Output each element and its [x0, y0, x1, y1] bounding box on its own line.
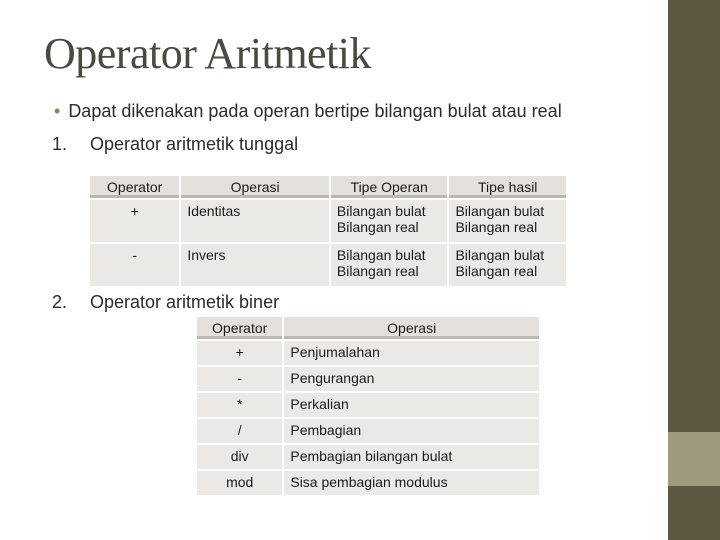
list-number: 2. — [52, 292, 68, 312]
operation-cell: Perkalian — [283, 392, 540, 418]
table-row — [196, 418, 540, 444]
operator-cell: - — [196, 366, 283, 392]
column-header: Tipe Operan — [330, 175, 449, 199]
operation-cell: Pembagian bilangan bulat — [283, 444, 540, 470]
table-row — [196, 392, 540, 418]
binary-operator-table — [195, 315, 541, 497]
column-header: Operasi — [180, 175, 330, 199]
table-row — [196, 366, 540, 392]
operand-type-cell — [330, 199, 449, 243]
table-header-row — [89, 175, 567, 199]
table-row — [89, 199, 567, 243]
operand-type: Bilangan bulat — [336, 203, 426, 219]
result-type: Bilangan real — [455, 219, 538, 235]
list-number: 1. — [52, 134, 68, 154]
column-header: Operator — [196, 316, 283, 340]
operation-cell: Sisa pembagian modulus — [283, 470, 540, 496]
list-item-2 — [52, 292, 279, 313]
bullet-icon: • — [54, 101, 61, 121]
decorative-sidebar-accent — [668, 432, 720, 486]
table-row — [196, 444, 540, 470]
table-row — [196, 340, 540, 366]
operator-cell: * — [196, 392, 283, 418]
table-row — [89, 243, 567, 287]
result-type: Bilangan bulat — [455, 203, 545, 219]
column-header: Operasi — [283, 316, 540, 340]
operator-cell: div — [196, 444, 283, 470]
result-type-cell — [448, 199, 567, 243]
result-type: Bilangan bulat — [455, 247, 545, 263]
slide-title: Operator Aritmetik — [44, 29, 372, 78]
operator-cell: + — [196, 340, 283, 366]
result-type: Bilangan real — [455, 263, 538, 279]
list-text: Operator aritmetik tunggal — [90, 134, 299, 154]
operation-cell: Pembagian — [283, 418, 540, 444]
operation-cell: Pengurangan — [283, 366, 540, 392]
table-row — [196, 470, 540, 496]
bullet-line — [54, 101, 562, 122]
list-text: Operator aritmetik biner — [90, 292, 280, 312]
operation-cell: Penjumalahan — [283, 340, 540, 366]
operation-cell: Invers — [180, 243, 330, 287]
list-item-1 — [52, 134, 298, 155]
operator-cell: mod — [196, 470, 283, 496]
operand-type: Bilangan real — [336, 219, 419, 235]
unary-operator-table — [88, 174, 568, 288]
operand-type: Bilangan bulat — [336, 247, 426, 263]
table-header-row — [196, 316, 540, 340]
operand-type: Bilangan real — [336, 263, 419, 279]
operator-cell: / — [196, 418, 283, 444]
column-header: Operator — [89, 175, 180, 199]
operator-cell: - — [89, 243, 180, 287]
column-header: Tipe hasil — [448, 175, 567, 199]
bullet-text: Dapat dikenakan pada operan bertipe bilangan bulat atau real — [68, 101, 562, 121]
result-type-cell — [448, 243, 567, 287]
operator-cell: + — [89, 199, 180, 243]
operand-type-cell — [330, 243, 449, 287]
operation-cell: Identitas — [180, 199, 330, 243]
